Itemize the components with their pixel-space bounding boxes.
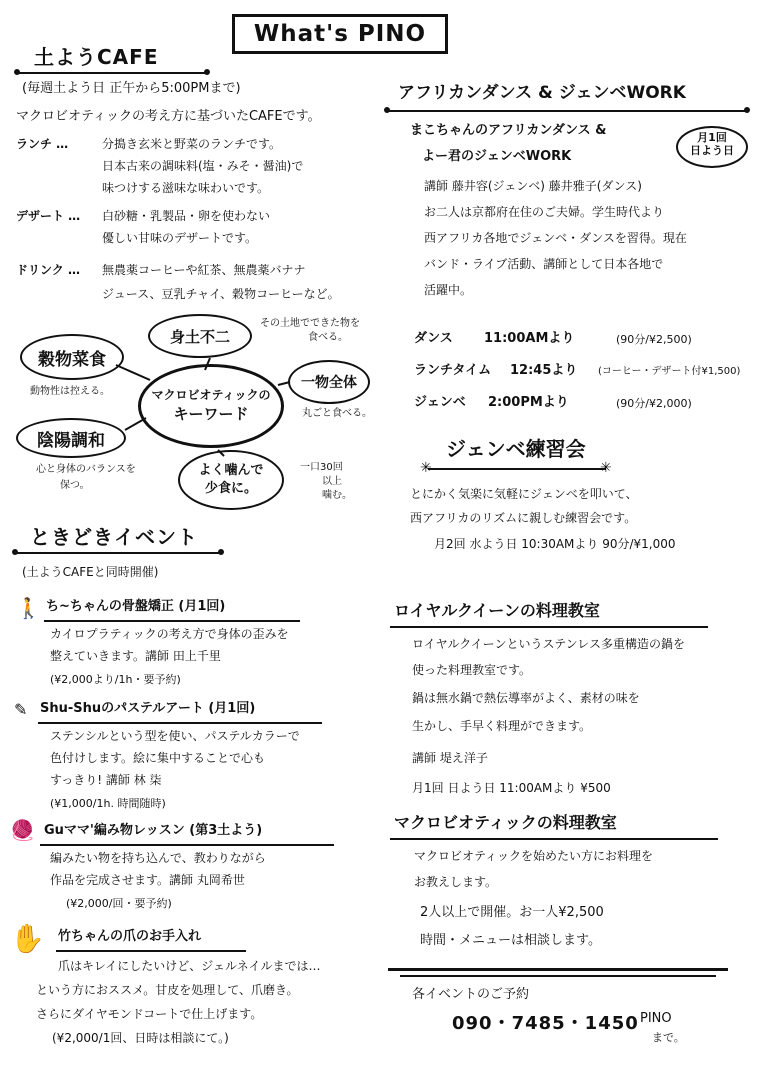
event-line: 編みたい物を持ち込んで、教わりながら	[50, 851, 266, 865]
event-title-underline	[56, 950, 246, 952]
keyword-kamu-bubble	[178, 450, 284, 510]
contact-divider	[400, 975, 716, 977]
event-line: ステンシルという型を使い、パステルカラーで	[50, 729, 300, 743]
event-line: 整えていきます。講師 田上千里	[50, 649, 221, 663]
schedule-note: (コーヒー・デザート付¥1,500)	[598, 366, 741, 377]
royal-line: ロイヤルクイーンというステンレス多重構造の鍋を	[412, 637, 685, 651]
keyword-kamu-note: 以上	[322, 476, 342, 487]
schedule-note: (90分/¥2,000)	[616, 397, 692, 410]
drink-line: ジュース、豆乳チャイ、穀物コーヒーなど。	[102, 287, 340, 301]
event-title-underline	[44, 620, 300, 622]
african-heading-underline	[386, 110, 748, 112]
lunch-line: 分搗き玄米と野菜のランチです。	[102, 137, 282, 151]
event-line: 作品を完成させます。講師 丸岡希世	[50, 873, 245, 887]
keyword-center-line: キーワード	[173, 404, 249, 423]
bullet-dot	[204, 69, 210, 75]
cafe-heading-underline	[16, 72, 206, 74]
african-heading: アフリカンダンス & ジェンベWORK	[398, 83, 686, 103]
events-sub: (土ようCAFEと同時開催)	[22, 565, 159, 579]
schedule-label: ジェンベ	[414, 395, 466, 410]
keyword-shindo-note: 食べる。	[308, 332, 348, 343]
keyword-kamu-note: 噛む。	[322, 490, 352, 501]
person-icon: 🚶	[16, 596, 41, 620]
event-line: 爪はキレイにしたいけど、ジェルネイルまでは…	[58, 959, 321, 973]
macro-heading: マクロビオティックの料理教室	[394, 813, 617, 832]
contact-label: 各イベントのご予約	[412, 987, 530, 1002]
keyword-kokumotsu-bubble: 穀物菜食	[20, 334, 124, 380]
schedule-label: ダンス	[414, 331, 453, 346]
event-title-underline	[38, 722, 322, 724]
keyword-shindo-bubble: 身土不二	[148, 314, 252, 358]
schedule-time: 2:00PMより	[488, 395, 569, 410]
djembe-heading-underline	[428, 468, 606, 470]
lunch-line: 味つけする滋味な味わいです。	[102, 181, 270, 195]
schedule-label: ランチタイム	[414, 363, 492, 378]
african-line: 西アフリカ各地でジェンベ・ダンスを習得。現在	[424, 231, 687, 245]
contact-suffix2: まで。	[652, 1031, 685, 1044]
macro-line: お教えします。	[414, 875, 498, 889]
royal-line: 鍋は無水鍋で熱伝導率がよく、素材の味を	[412, 691, 640, 705]
contact-phone: 090・7485・1450	[452, 1013, 639, 1034]
bullet-dot	[14, 69, 20, 75]
events-heading-underline	[14, 552, 220, 554]
star-icon: ✳	[420, 460, 432, 476]
badge-line: 日よう日	[690, 144, 734, 158]
keyword-inyo-bubble: 陰陽調和	[16, 418, 126, 458]
event-line: (¥2,000/1回、日時は相談にて。)	[52, 1031, 229, 1045]
african-sub: よー君のジェンベWORK	[422, 149, 572, 164]
bullet-dot	[12, 549, 18, 555]
macro-heading-underline	[390, 838, 718, 840]
yarn-ball-icon: 🧶	[10, 818, 35, 842]
event-line: カイロプラティックの考え方で身体の歪みを	[50, 627, 289, 641]
keyword-ichibutsu-note: 丸ごと食べる。	[302, 408, 372, 419]
dessert-line: 白砂糖・乳製品・卵を使わない	[102, 209, 271, 223]
event-line: (¥1,000/1h. 時間随時)	[50, 797, 166, 810]
lunch-line: 日本古来の調味料(塩・みそ・醤油)で	[102, 159, 304, 173]
event-title: 竹ちゃんの爪のお手入れ	[58, 929, 202, 944]
schedule-note: (90分/¥2,500)	[616, 333, 692, 346]
african-line: バンド・ライブ活動、講師として日本各地で	[424, 257, 664, 271]
event-line: (¥2,000より/1h・要予約)	[50, 673, 181, 686]
contact-divider	[388, 968, 728, 971]
cafe-heading: 土ようCAFE	[34, 45, 159, 69]
keyword-kamu-note: 一口30回	[300, 462, 343, 473]
event-line: すっきり! 講師 林 柒	[50, 773, 162, 787]
keyword-kamu-line: よく噛んで	[198, 462, 264, 478]
djembe-line: 西アフリカのリズムに親しむ練習会です。	[410, 511, 637, 525]
keyword-center-line: マクロビオティックの	[151, 388, 271, 403]
events-heading: ときどきイベント	[30, 525, 198, 549]
drink-label: ドリンク …	[16, 263, 80, 277]
keyword-shindo-note: その土地でできた物を	[260, 318, 360, 329]
event-title: ち~ちゃんの骨盤矯正 (月1回)	[46, 599, 226, 614]
royal-heading: ロイヤルクイーンの料理教室	[394, 601, 600, 620]
keyword-kokumotsu-note: 動物性は控える。	[30, 386, 110, 397]
hand-icon: ✋	[10, 922, 45, 955]
event-line: という方におススメ。甘皮を処理して、爪磨き。	[36, 983, 299, 997]
keyword-inyo-note: 心と身体のバランスを	[36, 464, 136, 475]
badge-line: 月1回	[697, 131, 727, 144]
page-title: What's PINO	[232, 14, 448, 54]
djembe-line: とにかく気楽に気軽にジェンベを叩いて、	[410, 487, 638, 501]
royal-schedule: 月1回 日よう日 11:00AMより ¥500	[412, 781, 611, 795]
macro-line: 2人以上で開催。お一人¥2,500	[420, 905, 604, 920]
lunch-label: ランチ …	[16, 137, 69, 151]
keyword-center-bubble	[138, 364, 284, 448]
contact-suffix: PINO	[640, 1011, 672, 1026]
event-title: Shu-Shuのパステルアート (月1回)	[40, 701, 256, 716]
schedule-time: 12:45より	[510, 363, 578, 378]
event-title: Guママ'編み物レッスン (第3土よう)	[44, 823, 263, 838]
cafe-schedule: (毎週土よう日 正午から5:00PMまで)	[22, 81, 241, 96]
star-icon: ✳	[600, 460, 612, 476]
royal-line: 使った料理教室です。	[412, 663, 532, 677]
keyword-ichibutsu-bubble: 一物全体	[288, 360, 370, 404]
event-line: 色付けします。絵に集中することで心も	[50, 751, 266, 765]
djembe-heading: ジェンベ練習会	[446, 437, 586, 461]
african-line: 講師 藤井容(ジェンベ) 藤井雅子(ダンス)	[424, 179, 642, 193]
african-sub: まこちゃんのアフリカンダンス &	[410, 123, 607, 138]
african-line: お二人は京都府在住のご夫婦。学生時代より	[424, 205, 665, 219]
cafe-intro: マクロビオティックの考え方に基づいたCAFEです。	[16, 109, 321, 124]
djembe-schedule: 月2回 水よう日 10:30AMより 90分/¥1,000	[434, 537, 676, 551]
keyword-inyo-note: 保つ。	[60, 480, 90, 491]
macro-line: マクロビオティックを始めたい方にお料理を	[414, 849, 654, 863]
african-line: 活躍中。	[424, 283, 473, 297]
royal-line: 講師 堤え洋子	[412, 751, 488, 765]
bullet-dot	[744, 107, 750, 113]
african-frequency-badge	[676, 126, 748, 168]
event-title-underline	[40, 844, 334, 846]
bullet-dot	[218, 549, 224, 555]
event-line: (¥2,000/回・要予約)	[66, 897, 172, 910]
dessert-label: デザート …	[16, 209, 81, 223]
drink-line: 無農薬コーヒーや紅茶、無農薬バナナ	[102, 263, 306, 277]
bullet-dot	[384, 107, 390, 113]
schedule-time: 11:00AMより	[484, 331, 575, 346]
royal-line: 生かし、手早く料理ができます。	[412, 719, 592, 733]
dessert-line: 優しい甘味のデザートです。	[102, 231, 258, 245]
royal-heading-underline	[390, 626, 708, 628]
macro-line: 時間・メニューは相談します。	[420, 933, 601, 948]
event-line: さらにダイヤモンドコートで仕上げます。	[36, 1007, 263, 1021]
pastel-pencil-icon: ✎	[14, 700, 28, 719]
keyword-kamu-line: 少食に。	[204, 481, 257, 496]
